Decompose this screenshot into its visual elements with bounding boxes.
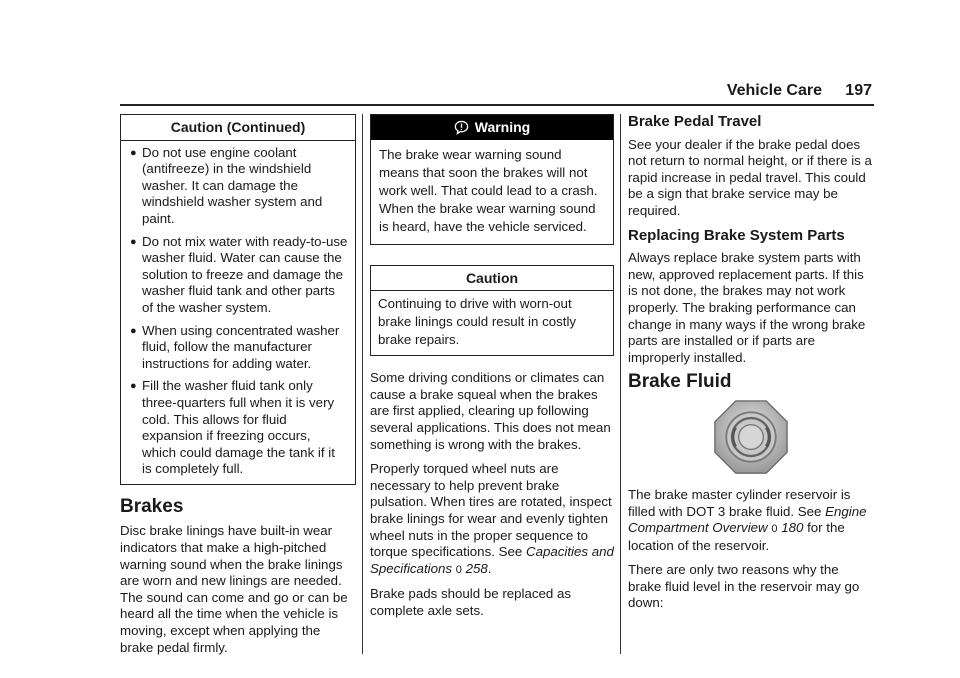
fluid-text-start: The brake master cylinder reservoir is filled with DOT 3 brake fluid. See: [628, 486, 851, 519]
brake-fluid-heading: Brake Fluid: [628, 371, 732, 393]
replacing-brake-parts-paragraph: Always replace brake system parts with new, approved replacement parts. If this is not done, the brakes may not work properly. The braking performance can change in many ways if the wrong brake parts are installed or if parts are improperly installed.: [628, 250, 866, 365]
header-section-title: Vehicle Care: [726, 82, 822, 99]
caution-continued-title: Caution (Continued): [121, 115, 355, 141]
bullet-icon: ●: [130, 380, 137, 393]
bullet-icon: ●: [130, 146, 137, 159]
page-header: [120, 82, 874, 106]
brake-pads-paragraph: Brake pads should be replaced as complete axle sets.: [370, 586, 572, 618]
page-ref-icon: 0: [455, 563, 462, 576]
brakes-heading: Brakes: [120, 495, 184, 517]
caution-bullet: [128, 323, 348, 373]
caution-bullet: [128, 234, 348, 317]
page-ref-icon: 0: [771, 523, 778, 536]
column-divider: [620, 114, 621, 654]
bullet-text: Do not use engine coolant (antifreeze) in the windshield washer. It can damage the windshield washer system and paint.: [142, 144, 323, 226]
warning-speech-bubble-icon: [454, 120, 469, 135]
engine-compartment-page-ref[interactable]: 180: [781, 520, 804, 536]
brake-pedal-travel-heading: Brake Pedal Travel: [628, 113, 762, 130]
caution-continued-body: [121, 141, 355, 484]
wheel-nuts-end: .: [487, 560, 492, 576]
brake-fluid-reservoir-cap-icon: [713, 399, 789, 475]
warning-box: [370, 114, 614, 245]
column-divider: [362, 114, 363, 654]
fluid-text-end: for the location of the reservoir.: [628, 520, 845, 553]
caution-title: Caution: [371, 266, 613, 292]
caution-bullet: [128, 145, 348, 228]
engine-compartment-link[interactable]: Engine Compartment Overview: [628, 503, 867, 536]
bullet-icon: ●: [130, 324, 137, 337]
bullet-text: When using concentrated washer fluid, follow the manufacturer instructions for adding water.: [142, 322, 340, 371]
bullet-text: Do not mix water with ready-to-use washer fluid. Water can cause the solution to freeze and damage the washer fluid tank and other parts of the washer system.: [142, 233, 348, 315]
wheel-nuts-text: Properly torqued wheel nuts are necessary to help prevent brake pulsation. When tires are rotated, inspect brake linings for wear and evenly tighten wheel nuts in the proper sequence to torque specifications. See: [370, 461, 612, 560]
brake-squeal-paragraph: Some driving conditions or climates can cause a brake squeal when the brakes are first applied, clearing up following several applications. This does not mean something is wrong with the brakes.: [370, 370, 611, 452]
warning-text: The brake wear warning sound means that soon the brakes will not work well. That could lead to a crash. When the brake wear warning sound is heard, have the vehicle serviced.: [379, 146, 598, 234]
caution-continued-box: [120, 114, 356, 485]
brakes-paragraph: Disc brake linings have built-in wear indicators that make a high-pitched warning sound when the brake linings are worn and new linings are needed. The sound can come and go or can be heard all the time when the vehicle is moving, except when applying the brake pedal firmly.: [120, 523, 348, 655]
caution-text: Continuing to drive with worn-out brake linings could result in costly brake repairs.: [378, 296, 577, 348]
caution-bullet: [128, 378, 348, 478]
warning-header: [371, 115, 613, 140]
brake-fluid-paragraph-2: There are only two reasons why the brake fluid level in the reservoir may go down:: [628, 562, 860, 611]
caution-box: [370, 265, 614, 357]
brake-fluid-paragraph-1: [628, 487, 874, 554]
brake-pedal-travel-paragraph: See your dealer if the brake pedal does not return to normal height, or if there is a rapid increase in pedal travel. This could be a sign that brake service may be required.: [628, 136, 872, 218]
capacities-link[interactable]: Capacities and Specifications: [370, 544, 614, 576]
bullet-text: Fill the washer fluid tank only three-quarters full when it is very cold. This allows for fluid expansion if freezing occurs, which could damage the tank if it is completely full.: [142, 378, 335, 477]
column-1: [120, 114, 356, 664]
replacing-brake-parts-heading: Replacing Brake System Parts: [628, 226, 845, 244]
column-3: [628, 114, 874, 620]
wheel-nuts-paragraph: [370, 461, 614, 578]
capacities-page-ref[interactable]: 258: [465, 560, 488, 576]
column-2: [370, 114, 614, 628]
warning-title: Warning: [474, 119, 531, 135]
bullet-icon: ●: [130, 235, 137, 248]
page-number: 197: [845, 82, 872, 99]
